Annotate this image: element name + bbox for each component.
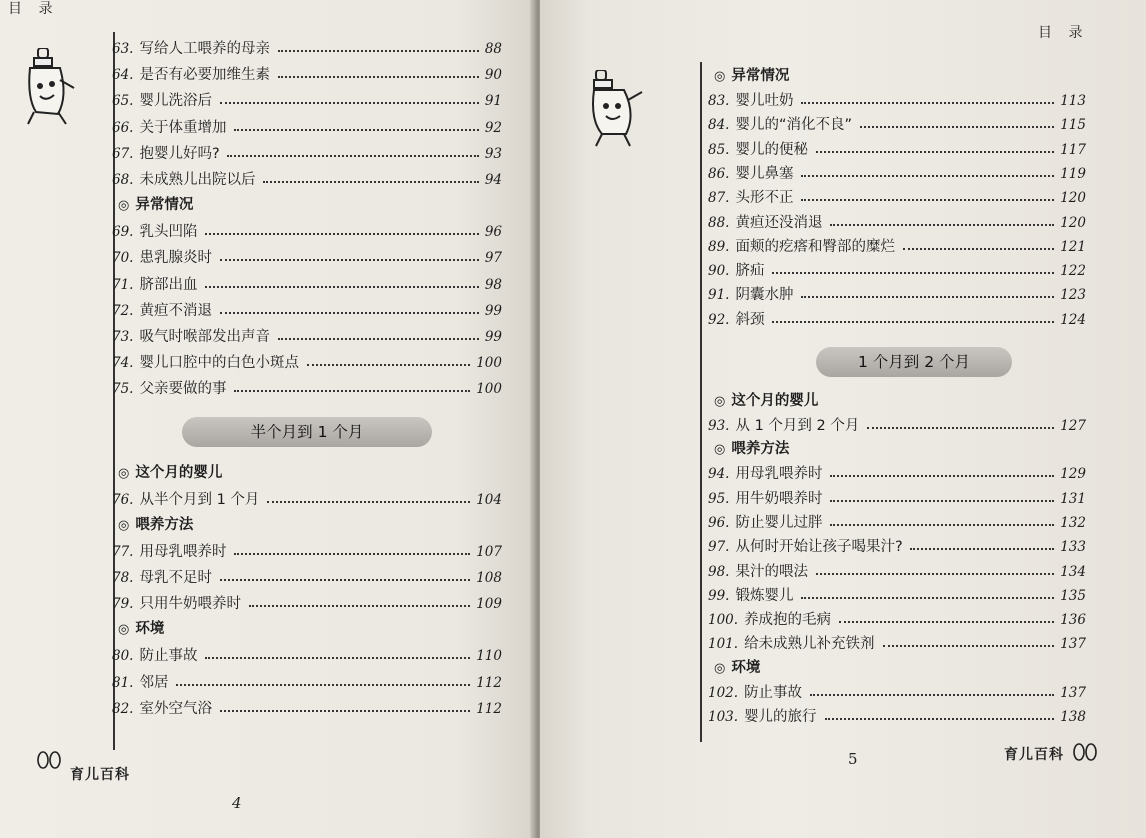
entry-number: 92.: [708, 311, 730, 328]
section-title: 异常情况: [731, 68, 790, 84]
entry-page-number: 134: [1060, 563, 1086, 580]
toc-entry[interactable]: [708, 307, 1086, 331]
entry-title: 养成抱的毛病: [744, 612, 832, 629]
toc-entry[interactable]: [112, 376, 502, 400]
entry-number: 88.: [708, 214, 730, 231]
toc-entry[interactable]: [708, 631, 1086, 655]
leader-dots: [830, 210, 1054, 226]
entry-number: 64.: [112, 67, 134, 84]
running-header: 目 录: [8, 1, 59, 17]
entry-title: 头形不正: [735, 190, 794, 207]
section-heading: [714, 389, 818, 413]
section-bullet-icon: ◎: [714, 394, 726, 409]
toc-entry[interactable]: [708, 583, 1086, 607]
entry-number: 89.: [708, 238, 730, 255]
entry-number: 73.: [112, 329, 134, 345]
entry-number: 100.: [708, 612, 739, 629]
entry-title: 防止婴儿过胖: [735, 514, 823, 531]
entry-title: 给未成熟儿补充铁剂: [744, 636, 875, 653]
toc-entry[interactable]: [112, 670, 502, 694]
section-title: 这个月的婴儿: [731, 393, 819, 409]
leader-dots: [205, 272, 479, 288]
section-title: 喂养方法: [731, 441, 790, 458]
footprint-icon: [34, 748, 64, 770]
entry-title: 婴儿口腔中的白色小斑点: [139, 355, 299, 372]
toc-entry[interactable]: [708, 137, 1086, 161]
entry-page-number: 124: [1060, 311, 1086, 328]
entry-page-number: 109: [476, 596, 502, 613]
leader-dots: [249, 591, 470, 607]
entry-page-number: 136: [1060, 612, 1086, 629]
entry-title: 婴儿吐奶: [735, 93, 794, 109]
leader-dots: [234, 376, 470, 392]
entry-title: 婴儿洗浴后: [139, 93, 212, 110]
toc-entry[interactable]: [112, 88, 502, 112]
leader-dots: [830, 486, 1054, 502]
entry-number: 65.: [112, 93, 134, 110]
leader-dots: [220, 696, 470, 712]
entry-title: 婴儿的便秘: [735, 141, 808, 158]
entry-title: 写给人工喂养的母亲: [139, 41, 270, 57]
toc-entry[interactable]: [708, 534, 1086, 558]
leader-dots: [883, 631, 1054, 647]
entry-number: 95.: [708, 490, 730, 507]
entry-page-number: 133: [1060, 539, 1086, 556]
entry-number: 101.: [708, 636, 739, 653]
baby-bottle-mascot-icon: [22, 48, 80, 126]
entry-number: 102.: [708, 684, 739, 701]
toc-entry[interactable]: [112, 115, 502, 139]
age-range-banner: 1 个月到 2 个月: [816, 347, 1012, 377]
page-number: 4: [232, 794, 242, 812]
section-heading: [714, 656, 760, 680]
toc-entry[interactable]: [112, 696, 502, 720]
entry-number: 96.: [708, 514, 730, 531]
toc-entry[interactable]: [112, 350, 502, 374]
leader-dots: [816, 559, 1054, 575]
section-bullet-icon: ◎: [714, 442, 726, 458]
entry-number: 75.: [112, 381, 134, 398]
entry-page-number: 88: [484, 41, 502, 57]
entry-page-number: 90: [484, 67, 502, 84]
running-header: 目 录: [1038, 25, 1089, 41]
entry-page-number: 97: [484, 250, 502, 267]
toc-entry[interactable]: [112, 36, 502, 60]
leader-dots: [220, 88, 479, 104]
section-bullet-icon: ◎: [118, 198, 130, 214]
leader-dots: [825, 704, 1054, 720]
leader-dots: [176, 670, 470, 686]
toc-entry[interactable]: [708, 112, 1086, 136]
entry-page-number: 93: [484, 145, 502, 162]
entry-title: 邻居: [139, 674, 169, 691]
toc-entry[interactable]: [708, 161, 1086, 185]
footer-book-title: 育儿百科: [70, 767, 130, 783]
entry-page-number: 122: [1060, 263, 1086, 280]
entry-page-number: 113: [1060, 93, 1086, 109]
leader-dots: [867, 413, 1054, 429]
entry-title: 脐疝: [735, 263, 765, 280]
entry-title: 用母乳喂养时: [139, 543, 227, 560]
toc-entry[interactable]: [112, 324, 502, 348]
entry-title: 黄疸还没消退: [735, 214, 823, 231]
page-number: 5: [848, 750, 858, 768]
toc-entry[interactable]: [708, 486, 1086, 510]
leader-dots: [220, 245, 479, 261]
leader-dots: [903, 234, 1054, 250]
entry-title: 乳头凹陷: [139, 224, 198, 241]
leader-dots: [205, 643, 470, 659]
toc-entry[interactable]: [112, 245, 502, 269]
entry-title: 从 1 个月到 2 个月: [735, 418, 860, 434]
entry-title: 防止事故: [139, 648, 198, 665]
section-heading: [118, 193, 193, 217]
leader-dots: [307, 350, 470, 366]
entry-number: 80.: [112, 648, 134, 665]
toc-entry[interactable]: [112, 591, 502, 615]
toc-border-line: [700, 62, 702, 742]
leader-dots: [278, 62, 479, 78]
entry-number: 98.: [708, 563, 730, 580]
entry-page-number: 121: [1060, 238, 1086, 255]
entry-number: 82.: [112, 700, 134, 717]
entry-number: 86.: [708, 165, 730, 182]
entry-page-number: 100: [476, 355, 502, 372]
entry-title: 锻炼婴儿: [735, 587, 794, 604]
section-heading: [714, 64, 789, 88]
entry-page-number: 110: [476, 648, 502, 665]
leader-dots: [801, 88, 1054, 104]
entry-page-number: 132: [1060, 514, 1086, 531]
entry-title: 从半个月到 1 个月: [139, 491, 260, 508]
section-heading: [118, 513, 193, 537]
entry-title: 斜颈: [735, 311, 765, 328]
entry-number: 67.: [112, 145, 134, 162]
entry-page-number: 112: [476, 674, 502, 691]
entry-page-number: 119: [1060, 165, 1086, 182]
entry-title: 用牛奶喂养时: [735, 490, 823, 507]
leader-dots: [816, 137, 1054, 153]
entry-number: 79.: [112, 596, 134, 613]
entry-page-number: 117: [1060, 141, 1086, 158]
section-heading: [118, 461, 222, 485]
section-heading: [714, 437, 789, 461]
leader-dots: [801, 161, 1054, 177]
entry-number: 97.: [708, 539, 730, 556]
leader-dots: [801, 282, 1054, 298]
toc-entry[interactable]: [708, 234, 1086, 258]
entry-title: 婴儿的旅行: [744, 709, 817, 725]
leader-dots: [267, 487, 470, 503]
entry-number: 74.: [112, 355, 134, 372]
leader-dots: [830, 510, 1054, 526]
toc-entry[interactable]: [708, 461, 1086, 485]
toc-entry[interactable]: [112, 298, 502, 322]
leader-dots: [234, 115, 479, 131]
section-title: 喂养方法: [135, 516, 194, 533]
entry-title: 从何时开始让孩子喝果汁?: [735, 539, 903, 556]
entry-page-number: 98: [484, 276, 502, 293]
leader-dots: [220, 298, 479, 314]
leader-dots: [278, 36, 479, 52]
section-title: 环境: [135, 621, 165, 638]
entry-page-number: 129: [1060, 466, 1086, 483]
entry-page-number: 123: [1060, 287, 1086, 304]
entry-title: 防止事故: [744, 684, 803, 701]
leader-dots: [205, 219, 479, 235]
entry-page-number: 94: [484, 172, 502, 188]
entry-page-number: 96: [484, 224, 502, 241]
toc-entry[interactable]: [708, 88, 1086, 112]
entry-page-number: 120: [1060, 190, 1086, 207]
entry-number: 94.: [708, 466, 730, 483]
entry-number: 71.: [112, 276, 134, 293]
leader-dots: [801, 583, 1054, 599]
baby-bottle-mascot-icon: [588, 70, 646, 148]
toc-entry[interactable]: [112, 272, 502, 296]
toc-entry[interactable]: [112, 565, 502, 589]
toc-entry[interactable]: [708, 680, 1086, 704]
entry-number: 63.: [112, 41, 134, 57]
entry-page-number: 137: [1060, 636, 1086, 653]
entry-number: 81.: [112, 674, 134, 691]
entry-title: 只用牛奶喂养时: [139, 596, 241, 613]
section-title: 这个月的婴儿: [135, 464, 223, 481]
footer-book-title: 育儿百科: [1004, 747, 1064, 763]
entry-title: 脐部出血: [139, 276, 198, 293]
toc-entry[interactable]: [708, 282, 1086, 306]
entry-page-number: 131: [1060, 490, 1086, 507]
toc-entry[interactable]: [112, 219, 502, 243]
entry-page-number: 137: [1060, 684, 1086, 701]
entry-number: 83.: [708, 93, 730, 109]
entry-title: 黄疸不消退: [139, 302, 212, 319]
leader-dots: [772, 307, 1054, 323]
leader-dots: [227, 141, 479, 157]
entry-page-number: 100: [476, 381, 502, 398]
entry-title: 婴儿的“消化不良”: [735, 117, 853, 134]
entry-title: 婴儿鼻塞: [735, 165, 794, 182]
toc-entry[interactable]: [708, 704, 1086, 728]
entry-number: 66.: [112, 119, 134, 136]
leader-dots: [910, 534, 1054, 550]
entry-page-number: 115: [1060, 117, 1086, 134]
section-bullet-icon: ◎: [714, 69, 726, 84]
entry-page-number: 92: [484, 119, 502, 136]
entry-page-number: 135: [1060, 587, 1086, 604]
entry-number: 103.: [708, 709, 739, 725]
toc-entry[interactable]: [708, 258, 1086, 282]
section-heading: [118, 617, 164, 641]
left-page: [0, 0, 536, 838]
leader-dots: [860, 112, 1054, 128]
entry-page-number: 120: [1060, 214, 1086, 231]
entry-title: 阴囊水肿: [735, 287, 794, 304]
toc-entry[interactable]: [112, 62, 502, 86]
toc-entry[interactable]: [708, 210, 1086, 234]
entry-number: 91.: [708, 287, 730, 304]
entry-title: 吸气时喉部发出声音: [139, 329, 270, 345]
entry-number: 85.: [708, 141, 730, 158]
entry-page-number: 104: [476, 491, 502, 508]
entry-title: 室外空气浴: [139, 700, 212, 717]
entry-title: 未成熟儿出院以后: [139, 172, 256, 188]
section-bullet-icon: ◎: [118, 465, 130, 481]
toc-entry[interactable]: [708, 185, 1086, 209]
entry-number: 72.: [112, 302, 134, 319]
leader-dots: [220, 565, 470, 581]
entry-title: 母乳不足时: [139, 570, 212, 586]
entry-number: 70.: [112, 250, 134, 267]
toc-entry[interactable]: [112, 487, 502, 511]
entry-number: 93.: [708, 418, 730, 434]
section-title: 异常情况: [135, 197, 194, 214]
entry-page-number: 108: [476, 570, 502, 586]
toc-entry[interactable]: [708, 413, 1086, 437]
entry-title: 是否有必要加维生素: [139, 67, 270, 84]
entry-page-number: 127: [1060, 418, 1086, 434]
entry-number: 99.: [708, 587, 730, 604]
leader-dots: [830, 461, 1054, 477]
entry-number: 77.: [112, 543, 134, 560]
leader-dots: [839, 607, 1054, 623]
entry-page-number: 99: [484, 302, 502, 319]
right-page: [540, 0, 1146, 838]
entry-number: 84.: [708, 117, 730, 134]
leader-dots: [234, 539, 470, 555]
entry-number: 87.: [708, 190, 730, 207]
toc-entry[interactable]: [112, 643, 502, 667]
toc-entry[interactable]: [112, 141, 502, 165]
entry-title: 果汁的喂法: [735, 563, 808, 580]
entry-number: 78.: [112, 570, 134, 586]
leader-dots: [810, 680, 1054, 696]
toc-entry[interactable]: [708, 607, 1086, 631]
entry-page-number: 112: [476, 700, 502, 717]
section-title: 环境: [731, 659, 761, 676]
toc-entry[interactable]: [708, 559, 1086, 583]
age-range-banner: 半个月到 1 个月: [182, 417, 432, 447]
entry-page-number: 107: [476, 543, 502, 560]
section-bullet-icon: ◎: [118, 517, 130, 533]
section-bullet-icon: ◎: [714, 660, 726, 676]
footprint-icon: [1070, 740, 1100, 762]
entry-number: 76.: [112, 491, 134, 508]
entry-title: 父亲要做的事: [139, 381, 227, 398]
entry-number: 68.: [112, 172, 134, 188]
entry-title: 关于体重增加: [139, 119, 227, 136]
entry-number: 69.: [112, 224, 134, 241]
entry-title: 面颊的疙瘩和臀部的糜烂: [735, 238, 895, 255]
leader-dots: [278, 324, 479, 340]
toc-entry[interactable]: [112, 539, 502, 563]
entry-page-number: 99: [484, 329, 502, 345]
entry-title: 用母乳喂养时: [735, 466, 823, 483]
entry-title: 抱婴儿好吗?: [139, 145, 220, 162]
entry-number: 90.: [708, 263, 730, 280]
leader-dots: [263, 167, 479, 183]
toc-entry[interactable]: [112, 167, 502, 191]
leader-dots: [772, 258, 1054, 274]
section-bullet-icon: ◎: [118, 622, 130, 638]
entry-page-number: 138: [1060, 709, 1086, 725]
entry-title: 患乳腺炎时: [139, 250, 212, 267]
leader-dots: [801, 185, 1054, 201]
entry-page-number: 91: [484, 93, 502, 110]
toc-entry[interactable]: [708, 510, 1086, 534]
